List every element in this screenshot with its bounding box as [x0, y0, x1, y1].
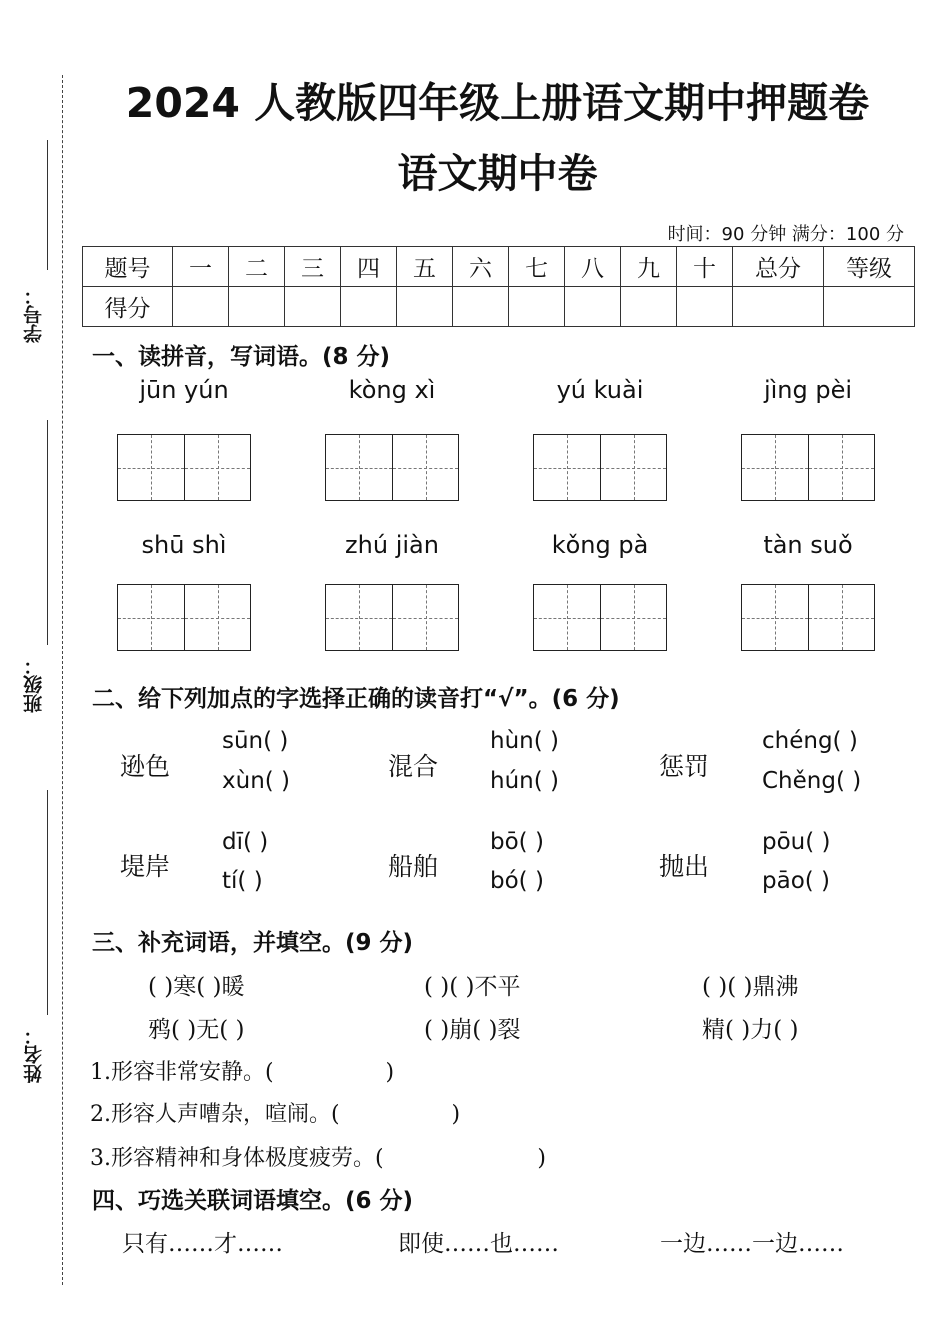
writing-grid[interactable] — [741, 584, 875, 651]
test-word: 堤岸 — [120, 852, 171, 881]
header-cell: 八 — [565, 247, 621, 287]
pinyin-label: kǒng pà — [551, 531, 649, 559]
reading-option[interactable]: xùn( ) — [222, 768, 291, 794]
definition-question[interactable]: 3.形容精神和身体极度疲劳。( ) — [90, 1146, 547, 1171]
pinyin-label: zhú jiàn — [345, 531, 439, 559]
class-label: 班级： — [23, 656, 45, 714]
score-cell[interactable] — [565, 287, 621, 327]
writing-grid[interactable] — [533, 434, 667, 501]
pinyin-label: yú kuài — [556, 376, 644, 404]
reading-option[interactable]: bō( ) — [490, 829, 544, 855]
conjunction-option: 只有……才…… — [122, 1231, 283, 1257]
score-row-label: 得分 — [83, 287, 173, 327]
section1-heading: 一、读拼音，写词语。(8 分) — [92, 344, 391, 370]
score-cell[interactable] — [229, 287, 285, 327]
reading-option[interactable]: chéng( ) — [762, 728, 858, 754]
score-table-score-row — [83, 287, 915, 327]
idiom-fill[interactable]: ( )( )不平 — [424, 974, 521, 1000]
reading-option[interactable]: tí( ) — [222, 868, 263, 894]
page-subtitle: 语文期中卷 — [397, 151, 598, 197]
score-cell[interactable] — [341, 287, 397, 327]
writing-grid[interactable] — [325, 584, 459, 651]
header-cell: 四 — [341, 247, 397, 287]
section4-heading: 四、巧选关联词语填空。(6 分) — [92, 1188, 414, 1214]
student-id-rule[interactable] — [47, 140, 48, 270]
test-word: 惩罚 — [659, 752, 710, 781]
class-rule[interactable] — [47, 420, 48, 645]
name-rule[interactable] — [47, 790, 48, 1015]
score-cell[interactable] — [509, 287, 565, 327]
test-word: 逊色 — [120, 752, 171, 781]
score-cell[interactable] — [173, 287, 229, 327]
name-label: 姓名： — [23, 1026, 45, 1084]
writing-grid[interactable] — [325, 434, 459, 501]
score-cell[interactable] — [824, 287, 915, 327]
test-word: 混合 — [388, 752, 439, 781]
test-word: 船舶 — [388, 852, 439, 881]
binding-dashed-line — [62, 75, 63, 1285]
score-cell[interactable] — [285, 287, 341, 327]
definition-question[interactable]: 2.形容人声嘈杂，喧闹。( ) — [90, 1102, 461, 1127]
section2-heading: 二、给下列加点的字选择正确的读音打“√”。(6 分) — [92, 686, 620, 712]
writing-grid[interactable] — [741, 434, 875, 501]
pinyin-label: jìng pèi — [763, 376, 853, 404]
header-cell: 五 — [397, 247, 453, 287]
reading-option[interactable]: bó( ) — [490, 868, 544, 894]
pinyin-label: shū shì — [141, 531, 227, 559]
header-cell: 二 — [229, 247, 285, 287]
score-cell[interactable] — [677, 287, 733, 327]
reading-option[interactable]: pāo( ) — [762, 868, 831, 894]
score-cell[interactable] — [397, 287, 453, 327]
conjunction-option: 即使……也…… — [398, 1231, 559, 1257]
writing-grid[interactable] — [117, 434, 251, 501]
reading-option[interactable]: dī( ) — [222, 829, 269, 855]
idiom-fill[interactable]: ( )寒( )暖 — [148, 974, 245, 1000]
score-cell[interactable] — [733, 287, 824, 327]
score-cell[interactable] — [621, 287, 677, 327]
score-table — [82, 246, 915, 327]
idiom-fill[interactable]: 鸦( )无( ) — [148, 1017, 245, 1043]
idiom-fill[interactable]: 精( )力( ) — [702, 1017, 799, 1043]
reading-option[interactable]: hùn( ) — [490, 728, 559, 754]
idiom-fill[interactable]: ( )崩( )裂 — [424, 1017, 521, 1043]
score-cell[interactable] — [453, 287, 509, 327]
reading-option[interactable]: pōu( ) — [762, 829, 831, 855]
header-cell: 题号 — [83, 247, 173, 287]
writing-grid[interactable] — [533, 584, 667, 651]
reading-option[interactable]: hún( ) — [490, 768, 559, 794]
definition-question[interactable]: 1.形容非常安静。( ) — [90, 1060, 395, 1085]
conjunction-option: 一边……一边…… — [660, 1231, 844, 1257]
pinyin-label: kòng xì — [348, 376, 436, 404]
pinyin-label: tàn suǒ — [763, 531, 853, 559]
test-word: 抛出 — [659, 852, 710, 881]
header-cell: 一 — [173, 247, 229, 287]
idiom-fill[interactable]: ( )( )鼎沸 — [702, 974, 799, 1000]
header-cell: 六 — [453, 247, 509, 287]
exam-meta: 时间：90 分钟 满分：100 分 — [667, 224, 904, 245]
student-id-label: 学号： — [23, 286, 45, 344]
reading-option[interactable]: Chěng( ) — [762, 768, 862, 794]
header-cell: 总分 — [733, 247, 824, 287]
page-title: 2024 人教版四年级上册语文期中押题卷 — [125, 79, 870, 127]
header-cell: 七 — [509, 247, 565, 287]
pinyin-label: jūn yún — [139, 376, 229, 404]
header-cell: 三 — [285, 247, 341, 287]
reading-option[interactable]: sūn( ) — [222, 728, 289, 754]
section3-heading: 三、补充词语，并填空。(9 分) — [92, 930, 414, 956]
header-cell: 九 — [621, 247, 677, 287]
score-table-header-row — [83, 247, 915, 287]
header-cell: 十 — [677, 247, 733, 287]
writing-grid[interactable] — [117, 584, 251, 651]
header-cell: 等级 — [824, 247, 915, 287]
